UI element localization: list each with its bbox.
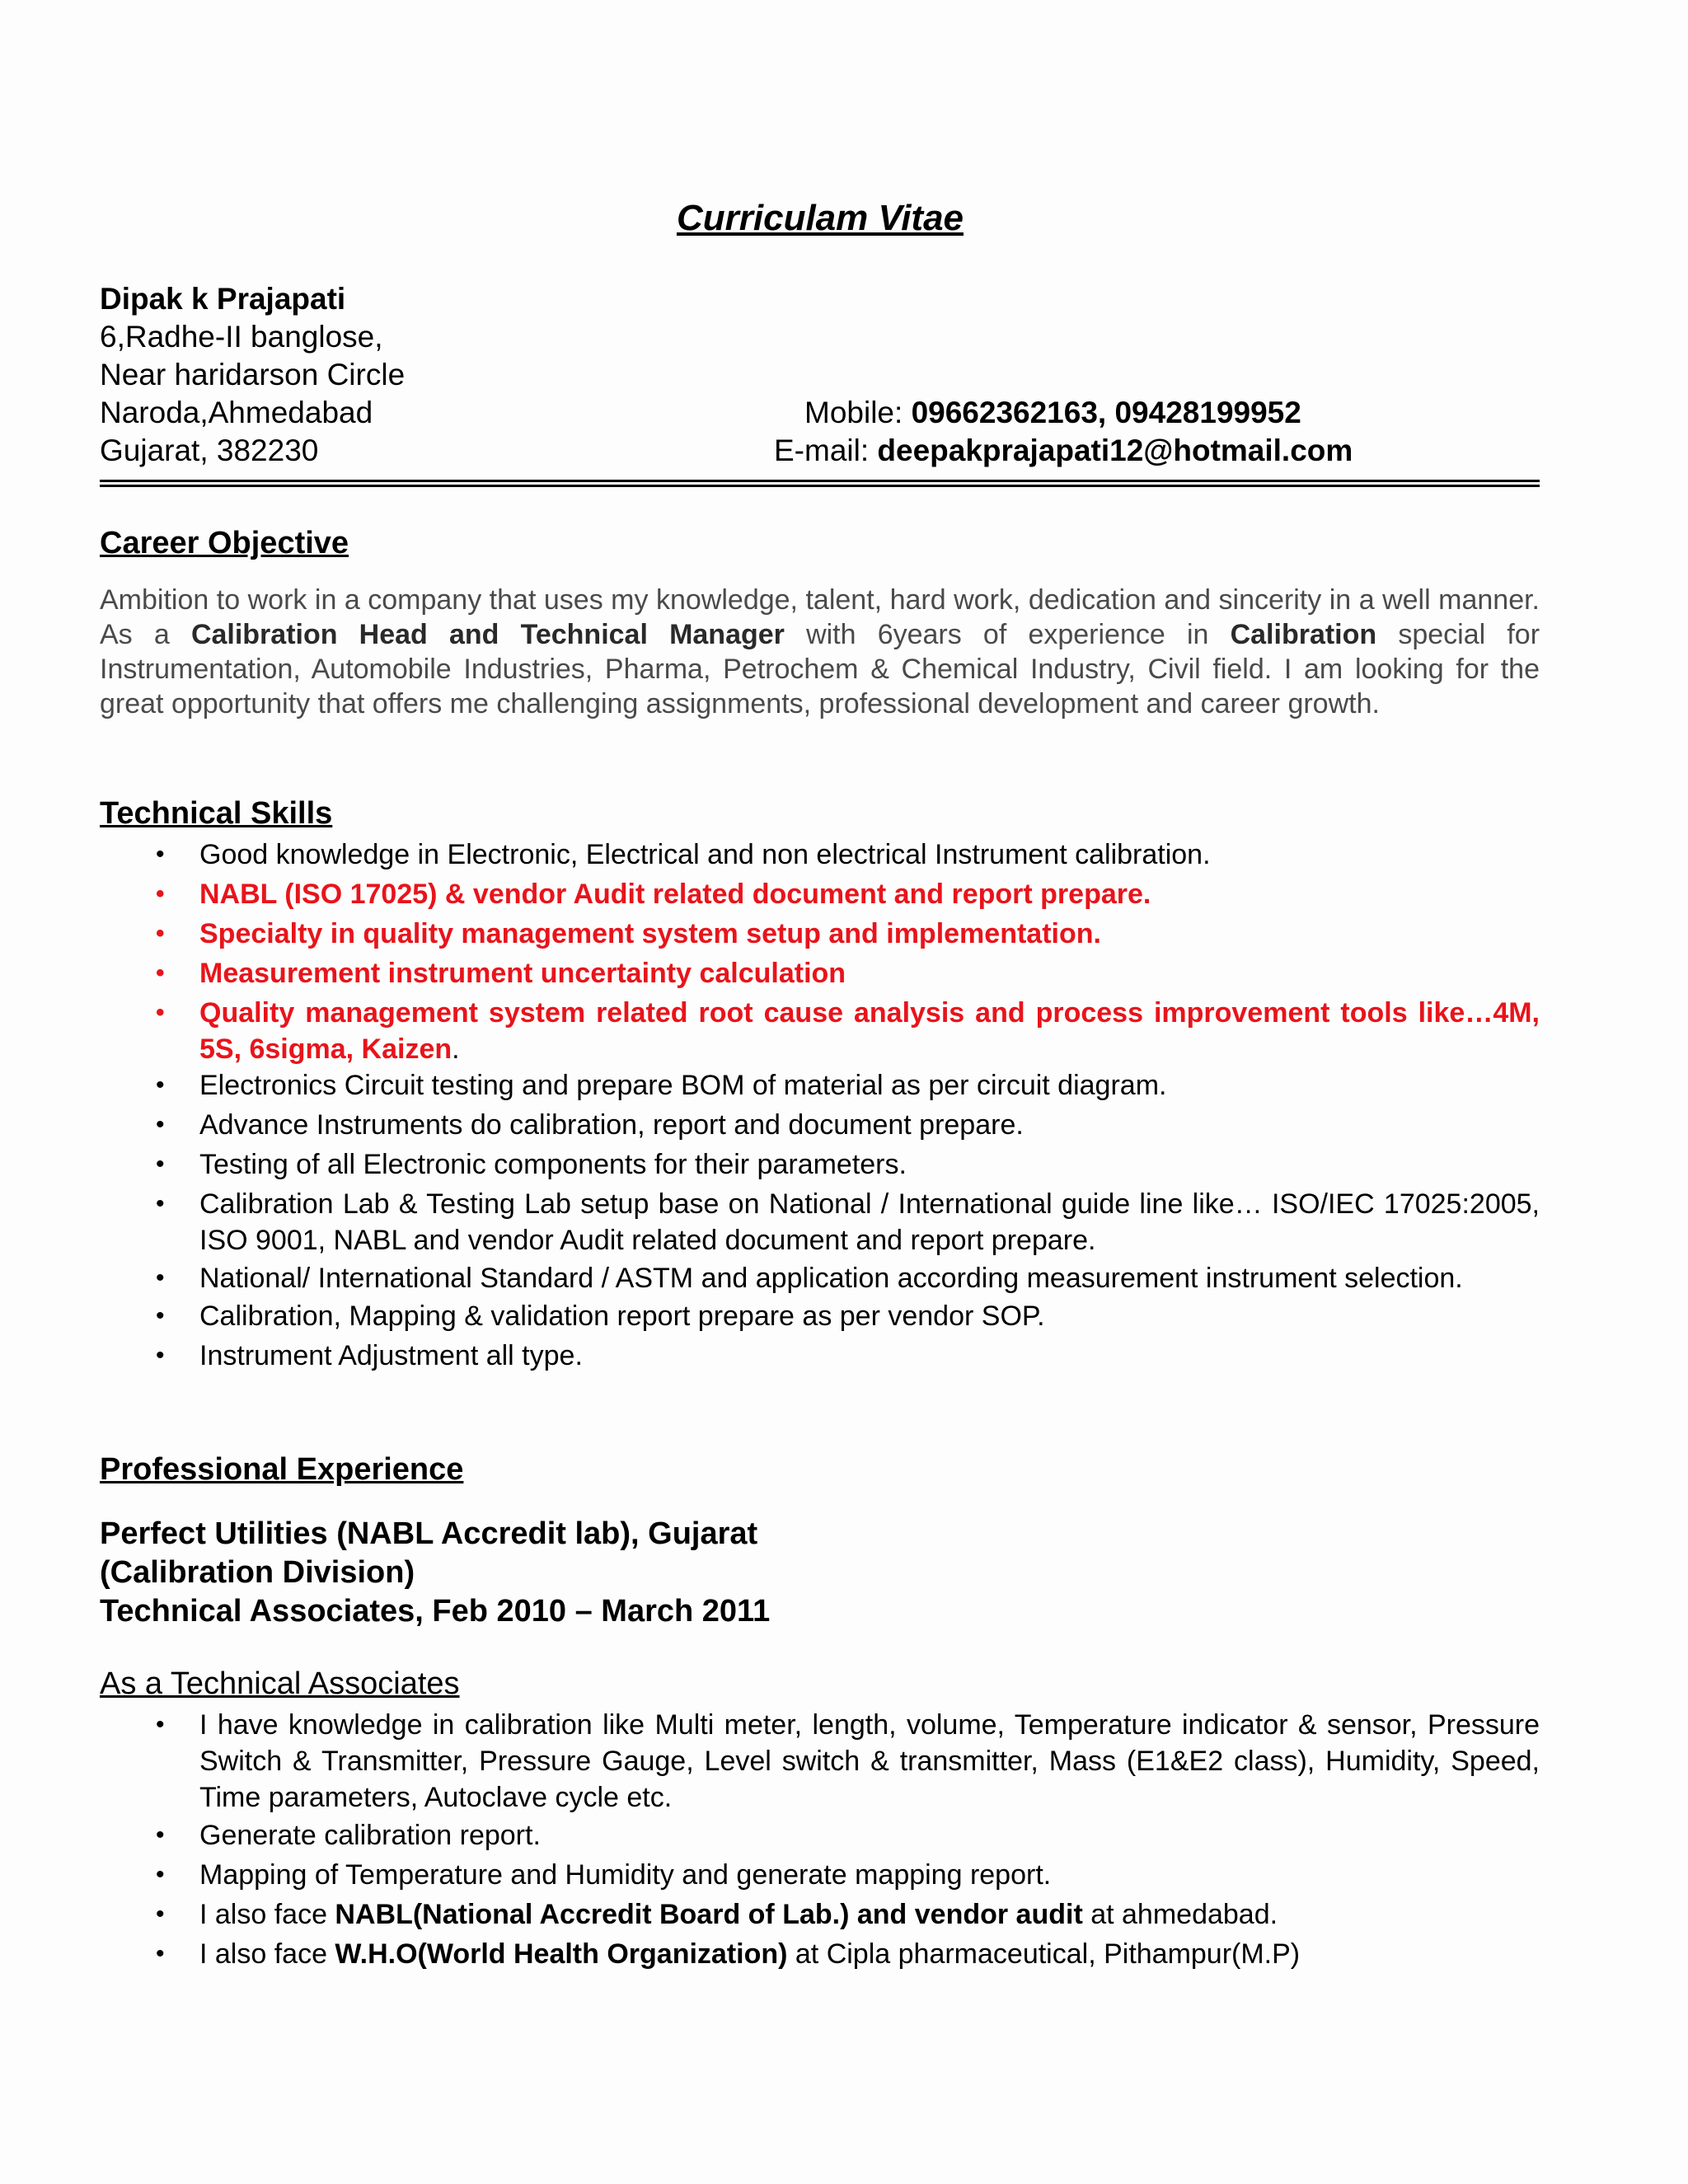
skill-text: NABL (ISO 17025) & vendor Audit related document and report prepare. xyxy=(199,879,1151,910)
address-line: Naroda,Ahmedabad xyxy=(100,396,373,429)
skill-text: Good knowledge in Electronic, Electrical and non electrical Instrument calibration. xyxy=(199,839,1211,870)
bullet-icon: • xyxy=(156,1342,165,1369)
bullet-icon: • xyxy=(156,1151,165,1178)
career-objective-text xyxy=(100,583,1540,721)
skill-text: Instrument Adjustment all type. xyxy=(199,1340,583,1371)
experience-text: I have knowledge in calibration like Multi meter, length, volume, Temperature indicator & sensor, Pressure Switch & Transmitter, Pressure Gauge, Level switch & transmitter, Mass (E1&E2 class), Humidity, Speed, Time parameters, Autoclave cycle etc. xyxy=(199,1709,1540,1813)
bullet-icon: • xyxy=(156,1900,165,1928)
company-name: Perfect Utilities (NABL Accredit lab), Gujarat xyxy=(100,1516,758,1551)
experience-emphasis: NABL(National Accredit Board of Lab.) and vendor audit xyxy=(335,1899,1083,1930)
experience-list xyxy=(100,1707,1540,1972)
list-item xyxy=(100,1067,1540,1104)
skill-text: . xyxy=(452,1033,460,1065)
skill-text: Calibration Lab & Testing Lab setup base on National / International guide line like… ISO/IEC 17025:2005, ISO 9001, NABL and vendor Audit related document and report prepare. xyxy=(199,1188,1540,1256)
bullet-icon: • xyxy=(156,1264,165,1291)
candidate-name: Dipak k Prajapati xyxy=(100,282,346,316)
division-name: (Calibration Division) xyxy=(100,1555,415,1590)
list-item xyxy=(100,1146,1540,1183)
experience-text: at Cipla pharmaceutical, Pithampur(M.P) xyxy=(787,1938,1301,1970)
list-item xyxy=(100,1298,1540,1334)
skill-text: Electronics Circuit testing and prepare BOM of material as per circuit diagram. xyxy=(199,1070,1167,1101)
address-block xyxy=(100,280,405,470)
objective-text: Ambition to work in a company that uses my knowledge, talent, hard work, dedication and sincerity in a well manner. As a xyxy=(100,584,1540,650)
bullet-icon: • xyxy=(156,1302,165,1329)
header-divider xyxy=(100,485,1540,487)
objective-emphasis: Calibration xyxy=(1230,619,1377,650)
skill-text: Measurement instrument uncertainty calculation xyxy=(199,958,846,989)
technical-skills-heading: Technical Skills xyxy=(100,796,333,831)
address-line: Near haridarson Circle xyxy=(100,358,406,391)
experience-text: Generate calibration report. xyxy=(199,1820,541,1851)
skill-text: National/ International Standard / ASTM and application according measurement instrument selection. xyxy=(199,1263,1463,1294)
bullet-icon: • xyxy=(156,1711,165,1738)
experience-emphasis: W.H.O(World Health Organization) xyxy=(335,1938,788,1970)
bullet-icon: • xyxy=(156,920,165,947)
list-item xyxy=(100,837,1540,873)
role-subheading: As a Technical Associates xyxy=(100,1666,460,1701)
bullet-icon: • xyxy=(156,999,165,1026)
list-item xyxy=(100,1896,1540,1933)
email-address: deepakprajapati12@hotmail.com xyxy=(877,434,1353,467)
skill-text: Testing of all Electronic components for their parameters. xyxy=(199,1149,907,1180)
bullet-icon: • xyxy=(156,1861,165,1888)
address-line: 6,Radhe-II banglose, xyxy=(100,320,383,354)
list-item xyxy=(100,1936,1540,1972)
job-role: Technical Associates, Feb 2010 – March 2011 xyxy=(100,1594,771,1629)
bullet-icon: • xyxy=(156,880,165,907)
list-item xyxy=(100,1707,1540,1816)
list-item xyxy=(100,955,1540,991)
experience-text: I also face xyxy=(199,1938,335,1970)
objective-text: special for Instrumentation, Automobile Industries, Pharma, Petrochem & Chemical Industry, Civil field. I am looking for the great opportunity that offers me challenging assignments, professional development and career growth. xyxy=(100,619,1540,719)
list-item xyxy=(100,1817,1540,1854)
mobile-label: Mobile: xyxy=(804,396,912,429)
list-item xyxy=(100,1260,1540,1296)
list-item xyxy=(100,1857,1540,1893)
career-objective-heading: Career Objective xyxy=(100,526,349,560)
professional-experience-heading: Professional Experience xyxy=(100,1452,464,1487)
email-label: E-mail: xyxy=(774,434,878,467)
bullet-icon: • xyxy=(156,1940,165,1967)
mobile-line xyxy=(804,394,1301,432)
document-title: Curriculam Vitae xyxy=(676,198,964,238)
address-line: Gujarat, 382230 xyxy=(100,434,319,467)
technical-skills-list xyxy=(100,837,1540,1374)
skill-text: Advance Instruments do calibration, report and document prepare. xyxy=(199,1109,1024,1141)
objective-text: with 6years of experience in xyxy=(784,619,1231,650)
list-item xyxy=(100,1338,1540,1374)
list-item xyxy=(100,916,1540,952)
email-line xyxy=(774,432,1353,470)
list-item xyxy=(100,1186,1540,1258)
experience-text: at ahmedabad. xyxy=(1082,1899,1278,1930)
objective-emphasis: Calibration Head and Technical Manager xyxy=(190,619,785,650)
skill-text: Calibration, Mapping & validation report prepare as per vendor SOP. xyxy=(199,1301,1045,1332)
list-item xyxy=(100,995,1540,1067)
experience-text: I also face xyxy=(199,1899,335,1930)
bullet-icon: • xyxy=(156,841,165,868)
experience-text: Mapping of Temperature and Humidity and generate mapping report. xyxy=(199,1859,1052,1891)
skill-text: Specialty in quality management system setup and implementation. xyxy=(199,918,1101,949)
list-item xyxy=(100,1107,1540,1143)
list-item xyxy=(100,876,1540,912)
bullet-icon: • xyxy=(156,1111,165,1138)
header-divider xyxy=(100,480,1540,482)
bullet-icon: • xyxy=(156,959,165,987)
bullet-icon: • xyxy=(156,1190,165,1217)
job-header xyxy=(100,1515,770,1631)
skill-text: Quality management system related root cause analysis and process improvement tools like…4M, 5S, 6sigma, Kaizen xyxy=(199,997,1540,1065)
mobile-numbers: 09662362163, 09428199952 xyxy=(911,396,1301,429)
bullet-icon: • xyxy=(156,1071,165,1099)
bullet-icon: • xyxy=(156,1821,165,1849)
